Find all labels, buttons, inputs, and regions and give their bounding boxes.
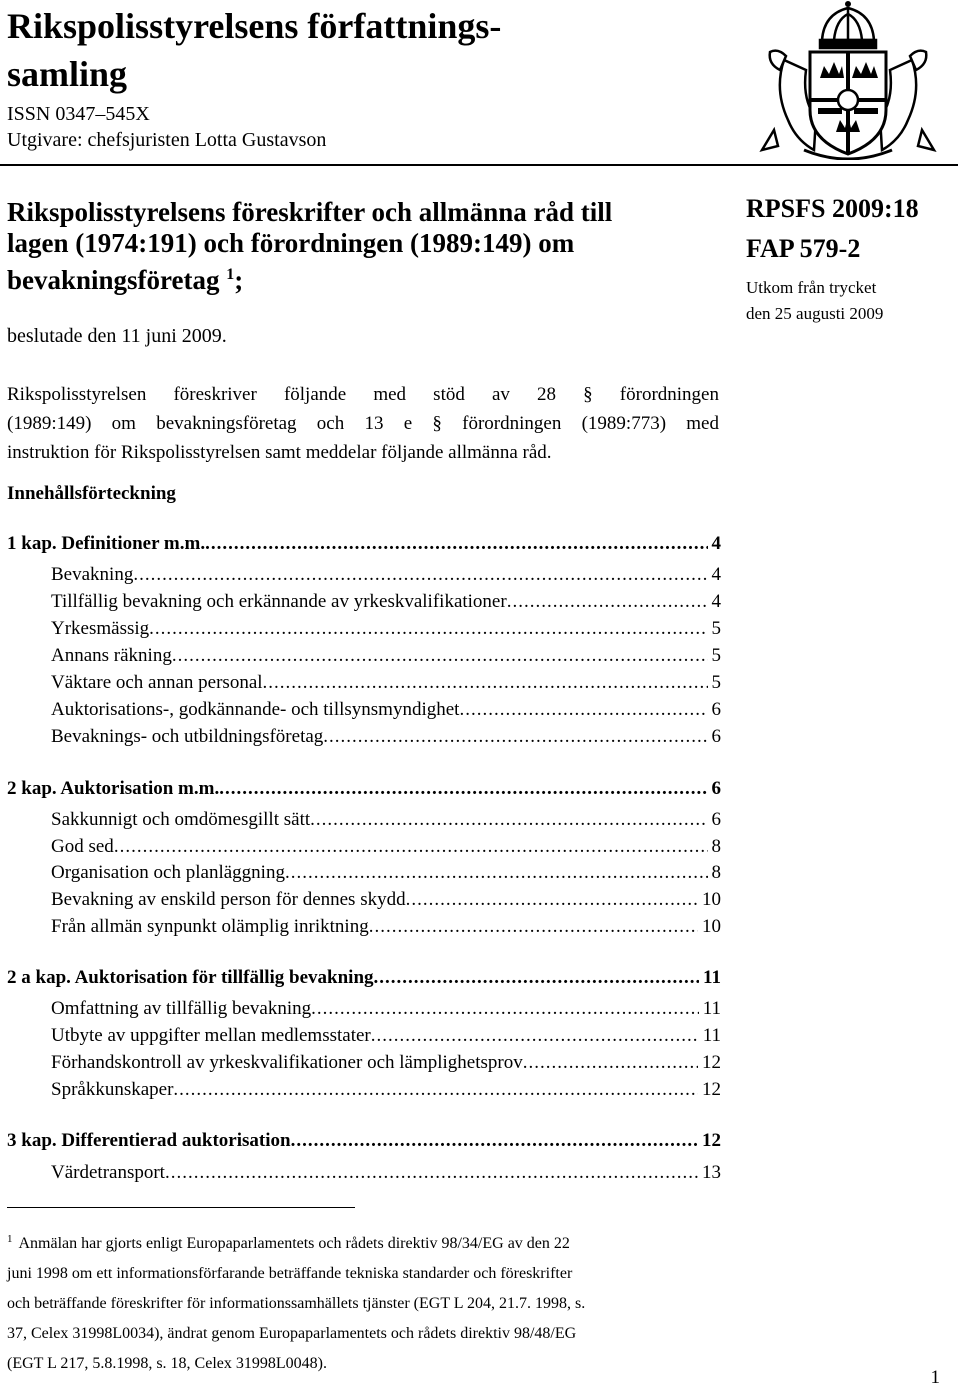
toc-leader (173, 1079, 698, 1101)
toc-entry-text: Auktorisations-, godkännande- och tillsynsmyndighet (51, 699, 460, 720)
toc-page-number: 13 (702, 1162, 721, 1183)
regulation-title-line3 (7, 259, 727, 296)
toc-entry[interactable] (7, 809, 721, 837)
toc-entry-text: Omfattning av tillfällig bevakning (51, 998, 312, 1019)
toc-leader (459, 699, 707, 721)
toc-entry-text: Förhandskontroll av yrkeskvalifikationer och lämplighetsprov (51, 1052, 523, 1073)
toc-entry-text: Bevakning av enskild person för dennes skydd (51, 889, 406, 910)
toc-page-number: 11 (703, 967, 721, 988)
toc-entry-text: 2 a kap. Auktorisation för tillfällig bevakning (7, 967, 374, 988)
toc-leader (149, 618, 707, 640)
toc-entry-text: Bevakning (51, 564, 134, 585)
toc-entry-text: Organisation och planläggning (51, 862, 285, 883)
toc-page-number: 5 (711, 645, 721, 666)
swedish-coat-of-arms-icon (744, 0, 952, 160)
toc-page-number: 4 (711, 591, 721, 612)
toc-entry-text: Utbyte av uppgifter mellan medlemsstater (51, 1025, 371, 1046)
footnote (7, 1224, 707, 1379)
toc-page-number: 6 (711, 809, 721, 830)
toc-page-number: 6 (711, 699, 721, 720)
toc-entry[interactable] (7, 645, 721, 673)
toc-entry[interactable] (7, 862, 721, 890)
toc-page-number: 5 (711, 618, 721, 639)
toc-entry-text: God sed (51, 836, 114, 857)
toc-entry-text: Från allmän synpunkt olämplig inriktning (51, 916, 369, 937)
toc-leader (219, 778, 707, 800)
toc-page-number: 12 (702, 1079, 721, 1100)
toc-entry-text: 2 kap. Auktorisation m.m. (7, 778, 220, 799)
publisher: Utgivare: chefsjuristen Lotta Gustavson (7, 129, 327, 151)
footnote-line1-text: Anmälan har gjorts enligt Europaparlamentets och rådets direktiv 98/34/EG av den 22 (18, 1235, 570, 1252)
toc-entry[interactable] (7, 726, 721, 754)
decision-date: beslutade den 11 juni 2009. (7, 325, 227, 347)
toc-leader (291, 1130, 698, 1152)
toc-page-number: 5 (711, 672, 721, 693)
toc-entry[interactable] (7, 591, 721, 619)
toc-leader (371, 1025, 699, 1047)
toc-leader (205, 533, 707, 555)
toc-entry-text: 3 kap. Differentierad auktorisation (7, 1130, 291, 1151)
intro-line2: (1989:149) om bevakningsföretag och 13 e § förordningen (1989:773) med (7, 413, 719, 434)
footnote-line4: 37, Celex 31998L0034), ändrat genom Europaparlamentets och rådets direktiv 98/48/EG (7, 1325, 577, 1342)
toc-leader (369, 916, 698, 938)
toc-page-number: 4 (711, 564, 721, 585)
footnote-line1 (7, 1224, 707, 1259)
footnote-line5: (EGT L 217, 5.8.1998, s. 18, Celex 31998L0048). (7, 1355, 327, 1372)
toc-leader (507, 591, 708, 613)
publication-title (7, 2, 707, 98)
rpsfs-code: RPSFS 2009:18 (746, 194, 919, 223)
toc-entry-text: Språkkunskaper (51, 1079, 174, 1100)
toc-leader (406, 889, 698, 911)
toc-entry-text: Väktare och annan personal (51, 672, 263, 693)
toc-entry[interactable] (7, 1079, 721, 1107)
toc-entry[interactable] (7, 699, 721, 727)
toc-entry[interactable] (7, 1025, 721, 1053)
header-divider (0, 164, 958, 166)
toc-page-number: 11 (702, 1025, 721, 1046)
intro-paragraph (7, 380, 719, 467)
toc-entry[interactable] (7, 618, 721, 646)
toc-entry-text: Annans räkning (51, 645, 172, 666)
toc-entry[interactable] (7, 672, 721, 700)
toc-heading: Innehållsförteckning (7, 483, 176, 504)
publication-title-line2: samling (7, 54, 128, 94)
toc-entry-text: Värdetransport (51, 1162, 165, 1183)
toc-entry[interactable] (7, 889, 721, 917)
toc-entry[interactable] (7, 1052, 721, 1080)
issn: ISSN 0347–545X (7, 103, 150, 125)
toc-entry-text: Yrkesmässig (51, 618, 150, 639)
toc-entry-text: 1 kap. Definitioner m.m. (7, 533, 206, 554)
footnote-marker: 1 (7, 1233, 13, 1245)
toc-page-number: 12 (702, 1052, 721, 1073)
toc-entry-text: Sakkunnigt och omdömesgillt sätt (51, 809, 311, 830)
toc-page-number: 10 (702, 916, 721, 937)
toc-leader (310, 809, 707, 831)
publication-title-line1: Rikspolisstyrelsens författnings- (7, 6, 502, 46)
published-line2: den 25 augusti 2009 (746, 304, 884, 323)
toc-entry[interactable] (7, 778, 721, 806)
footnote-line2: juni 1998 om ett informationsförfarande beträffande tekniska standarder och föreskrifter (7, 1265, 573, 1282)
toc-entry[interactable] (7, 836, 721, 864)
toc-entry[interactable] (7, 967, 721, 995)
toc-page-number: 11 (702, 998, 721, 1019)
toc-entry-text: Tillfällig bevakning och erkännande av yrkeskvalifikationer (51, 591, 507, 612)
toc-leader (114, 836, 708, 858)
toc-entry[interactable] (7, 564, 721, 592)
toc-entry[interactable] (7, 916, 721, 944)
toc-page-number: 6 (711, 778, 721, 799)
regulation-title-tail: ; (234, 265, 244, 295)
toc-leader (523, 1052, 698, 1074)
footnote-line3: och beträffande föreskrifter för informationssamhällets tjänster (EGT L 204, 21.7. 1998, s. (7, 1295, 586, 1312)
regulation-title (7, 197, 727, 296)
regulation-title-line1: Rikspolisstyrelsens föreskrifter och allmänna råd till (7, 197, 613, 227)
toc-entry[interactable] (7, 1162, 721, 1190)
toc-leader (323, 726, 707, 748)
toc-leader (285, 862, 708, 884)
published-line1: Utkom från trycket (746, 278, 877, 297)
toc-page-number: 6 (711, 726, 721, 747)
toc-leader (165, 1162, 698, 1184)
toc-page-number: 12 (702, 1130, 721, 1151)
toc-page-number: 8 (711, 836, 721, 857)
toc-leader (172, 645, 708, 667)
toc-entry[interactable] (7, 533, 721, 561)
toc-leader (311, 998, 699, 1020)
fap-code: FAP 579-2 (746, 234, 861, 263)
regulation-title-line3-text: bevakningsföretag (7, 265, 220, 295)
intro-line1: Rikspolisstyrelsen föreskriver följande med stöd av 28 § förordningen (7, 384, 719, 405)
footnote-reference: 1 (226, 266, 235, 283)
regulation-title-line2: lagen (1974:191) och förordningen (1989:149) om (7, 228, 575, 258)
intro-line3: instruktion för Rikspolisstyrelsen samt meddelar följande allmänna råd. (7, 442, 552, 463)
toc-page-number: 4 (711, 533, 721, 554)
toc-leader (374, 967, 700, 989)
footnote-divider (7, 1207, 355, 1208)
toc-entry[interactable] (7, 998, 721, 1026)
toc-leader (263, 672, 708, 694)
toc-entry[interactable] (7, 1130, 721, 1158)
toc-page-number: 8 (711, 862, 721, 883)
page-number: 1 (930, 1367, 940, 1388)
toc-page-number: 10 (702, 889, 721, 910)
toc-leader (133, 564, 707, 586)
toc-entry-text: Bevaknings- och utbildningsföretag (51, 726, 324, 747)
